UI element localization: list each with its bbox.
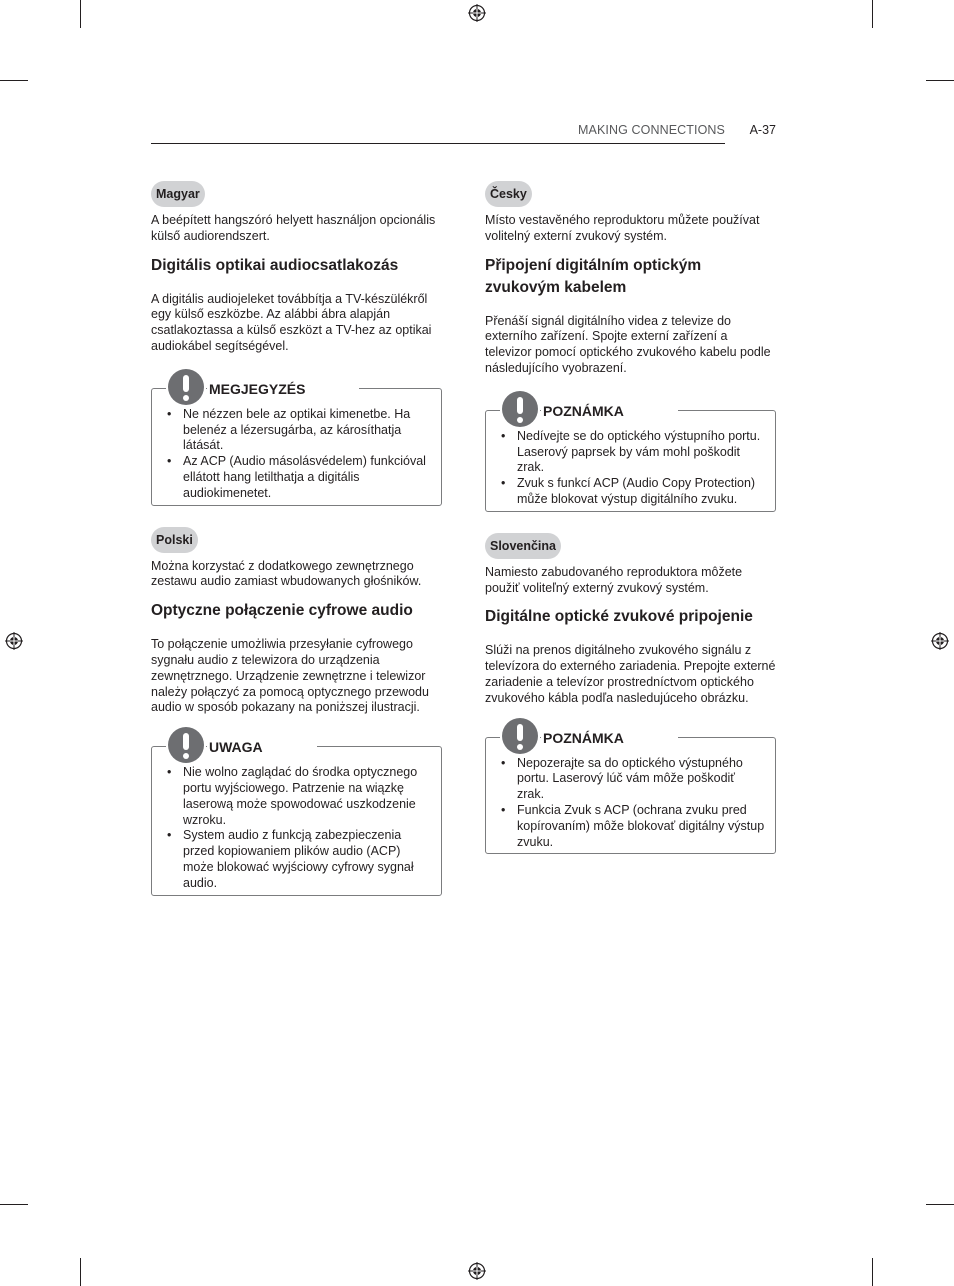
- note-box: [151, 380, 442, 506]
- note-title: MEGJEGYZÉS: [207, 380, 359, 398]
- language-label-hungarian: Magyar: [151, 181, 205, 207]
- note-title: UWAGA: [207, 738, 317, 756]
- right-column: [485, 181, 776, 854]
- list-item: • Nie wolno zaglądać do środka optycznego portu wyjściowego. Patrzenie na wiązkę laserową może spowodować uszkodzenie wzroku.: [167, 765, 418, 827]
- registration-mark-icon: [468, 1262, 486, 1280]
- registration-mark-icon: [5, 632, 23, 650]
- crop-mark: [80, 0, 81, 28]
- body-text: To połączenie umożliwia przesyłanie cyfrowego sygnału audio z telewizora do urządzenia zewnętrznego. Urządzenie zewnętrzne i telewizor należy połączyć za pomocą optycznego przewodu audio w sposób pokazany na poniższej ilustracji.: [151, 637, 429, 715]
- language-label-polish: Polski: [151, 527, 198, 553]
- list-item: • Ne nézzen bele az optikai kimenetbe. Ha belenéz a lézersugárba, az károsíthatja látását.: [167, 406, 411, 453]
- header-rule: [151, 143, 725, 144]
- exclamation-icon: [500, 718, 540, 758]
- crop-mark: [926, 80, 954, 81]
- note-list: [167, 765, 431, 891]
- note-box: [151, 739, 442, 895]
- note-list: [501, 429, 765, 508]
- list-item: • Funkcia Zvuk s ACP (ochrana zvuku pred kopírovaním) môže blokovať digitálny výstup zvuku.: [501, 802, 765, 849]
- section-title: MAKING CONNECTIONS: [578, 123, 725, 137]
- note-box: [485, 729, 776, 855]
- note-box: [485, 402, 776, 512]
- section-heading: Digitálne optické zvukové pripojenie: [485, 608, 753, 626]
- list-item: • Az ACP (Audio másolásvédelem) funkcióval ellátott hang letilthatja a digitális audiokimenetet.: [167, 454, 426, 500]
- list-item: • System audio z funkcją zabezpieczenia przed kopiowaniem plików audio (ACP) może blokować wyjściowy cyfrowy sygnał audio.: [167, 828, 414, 890]
- crop-mark: [80, 1258, 81, 1286]
- registration-mark-icon: [931, 632, 949, 650]
- intro-text: Można korzystać z dodatkowego zewnętrznego zestawu audio zamiast wbudowanych głośników.: [151, 558, 422, 589]
- exclamation-icon: [500, 391, 540, 431]
- note-list: [167, 407, 431, 502]
- exclamation-icon: [166, 369, 206, 409]
- page-number: A-37: [749, 123, 776, 137]
- language-label-czech: Česky: [485, 181, 532, 207]
- intro-text: A beépített hangszóró helyett használjon opcionális külső audiorendszert.: [151, 213, 436, 243]
- language-label-slovak: Slovenčina: [485, 533, 561, 559]
- registration-mark-icon: [468, 4, 486, 22]
- intro-text: Místo vestavěného reproduktoru můžete používat volitelný externí zvukový systém.: [485, 213, 760, 243]
- note-title: POZNÁMKA: [541, 729, 678, 747]
- crop-mark: [926, 1204, 954, 1205]
- note-title: POZNÁMKA: [541, 402, 678, 420]
- list-item: • Zvuk s funkcí ACP (Audio Copy Protection) může blokovat výstup digitálního zvuku.: [501, 476, 756, 506]
- body-text: Slúži na prenos digitálneho zvukového signálu z televízora do externého zariadenia. Prepojte externé zariadenie a televízor prostredníctvom optického zvukového kábla podľa nasledujúceho obrázku.: [485, 643, 776, 705]
- list-item: • Nepozerajte sa do optického výstupného portu. Laserový lúč vám môže poškodiť zrak.: [501, 755, 743, 802]
- exclamation-icon: [166, 727, 206, 767]
- body-text: Přenáší signál digitálního videa z televize do externího zařízení. Spojte externí zařízení a televizor pomocí optického zvukového kabelu podle následujícího vyobrazení.: [485, 313, 771, 375]
- section-heading: Připojení digitálním optickým zvukovým kabelem: [485, 256, 702, 296]
- intro-text: Namiesto zabudovaného reproduktora môžete použiť voliteľný externý zvukový systém.: [485, 564, 743, 595]
- crop-mark: [0, 80, 28, 81]
- list-item: • Nedívejte se do optického výstupního portu. Laserový paprsek by vám mohl poškodit zrak.: [501, 428, 761, 475]
- crop-mark: [872, 1258, 873, 1286]
- body-text: A digitális audiojeleket továbbítja a TV-készülékről egy külső eszközbe. Az alábbi ábra alapján csatlakoztassa a külső eszközt a TV-hez az optikai audiokábel segítségével.: [151, 291, 432, 353]
- section-heading: Optyczne połączenie cyfrowe audio: [151, 602, 413, 620]
- left-column: [151, 181, 442, 896]
- page-header: [151, 122, 776, 146]
- note-list: [501, 756, 765, 851]
- section-heading: Digitális optikai audiocsatlakozás: [151, 256, 399, 274]
- crop-mark: [0, 1204, 28, 1205]
- crop-mark: [872, 0, 873, 28]
